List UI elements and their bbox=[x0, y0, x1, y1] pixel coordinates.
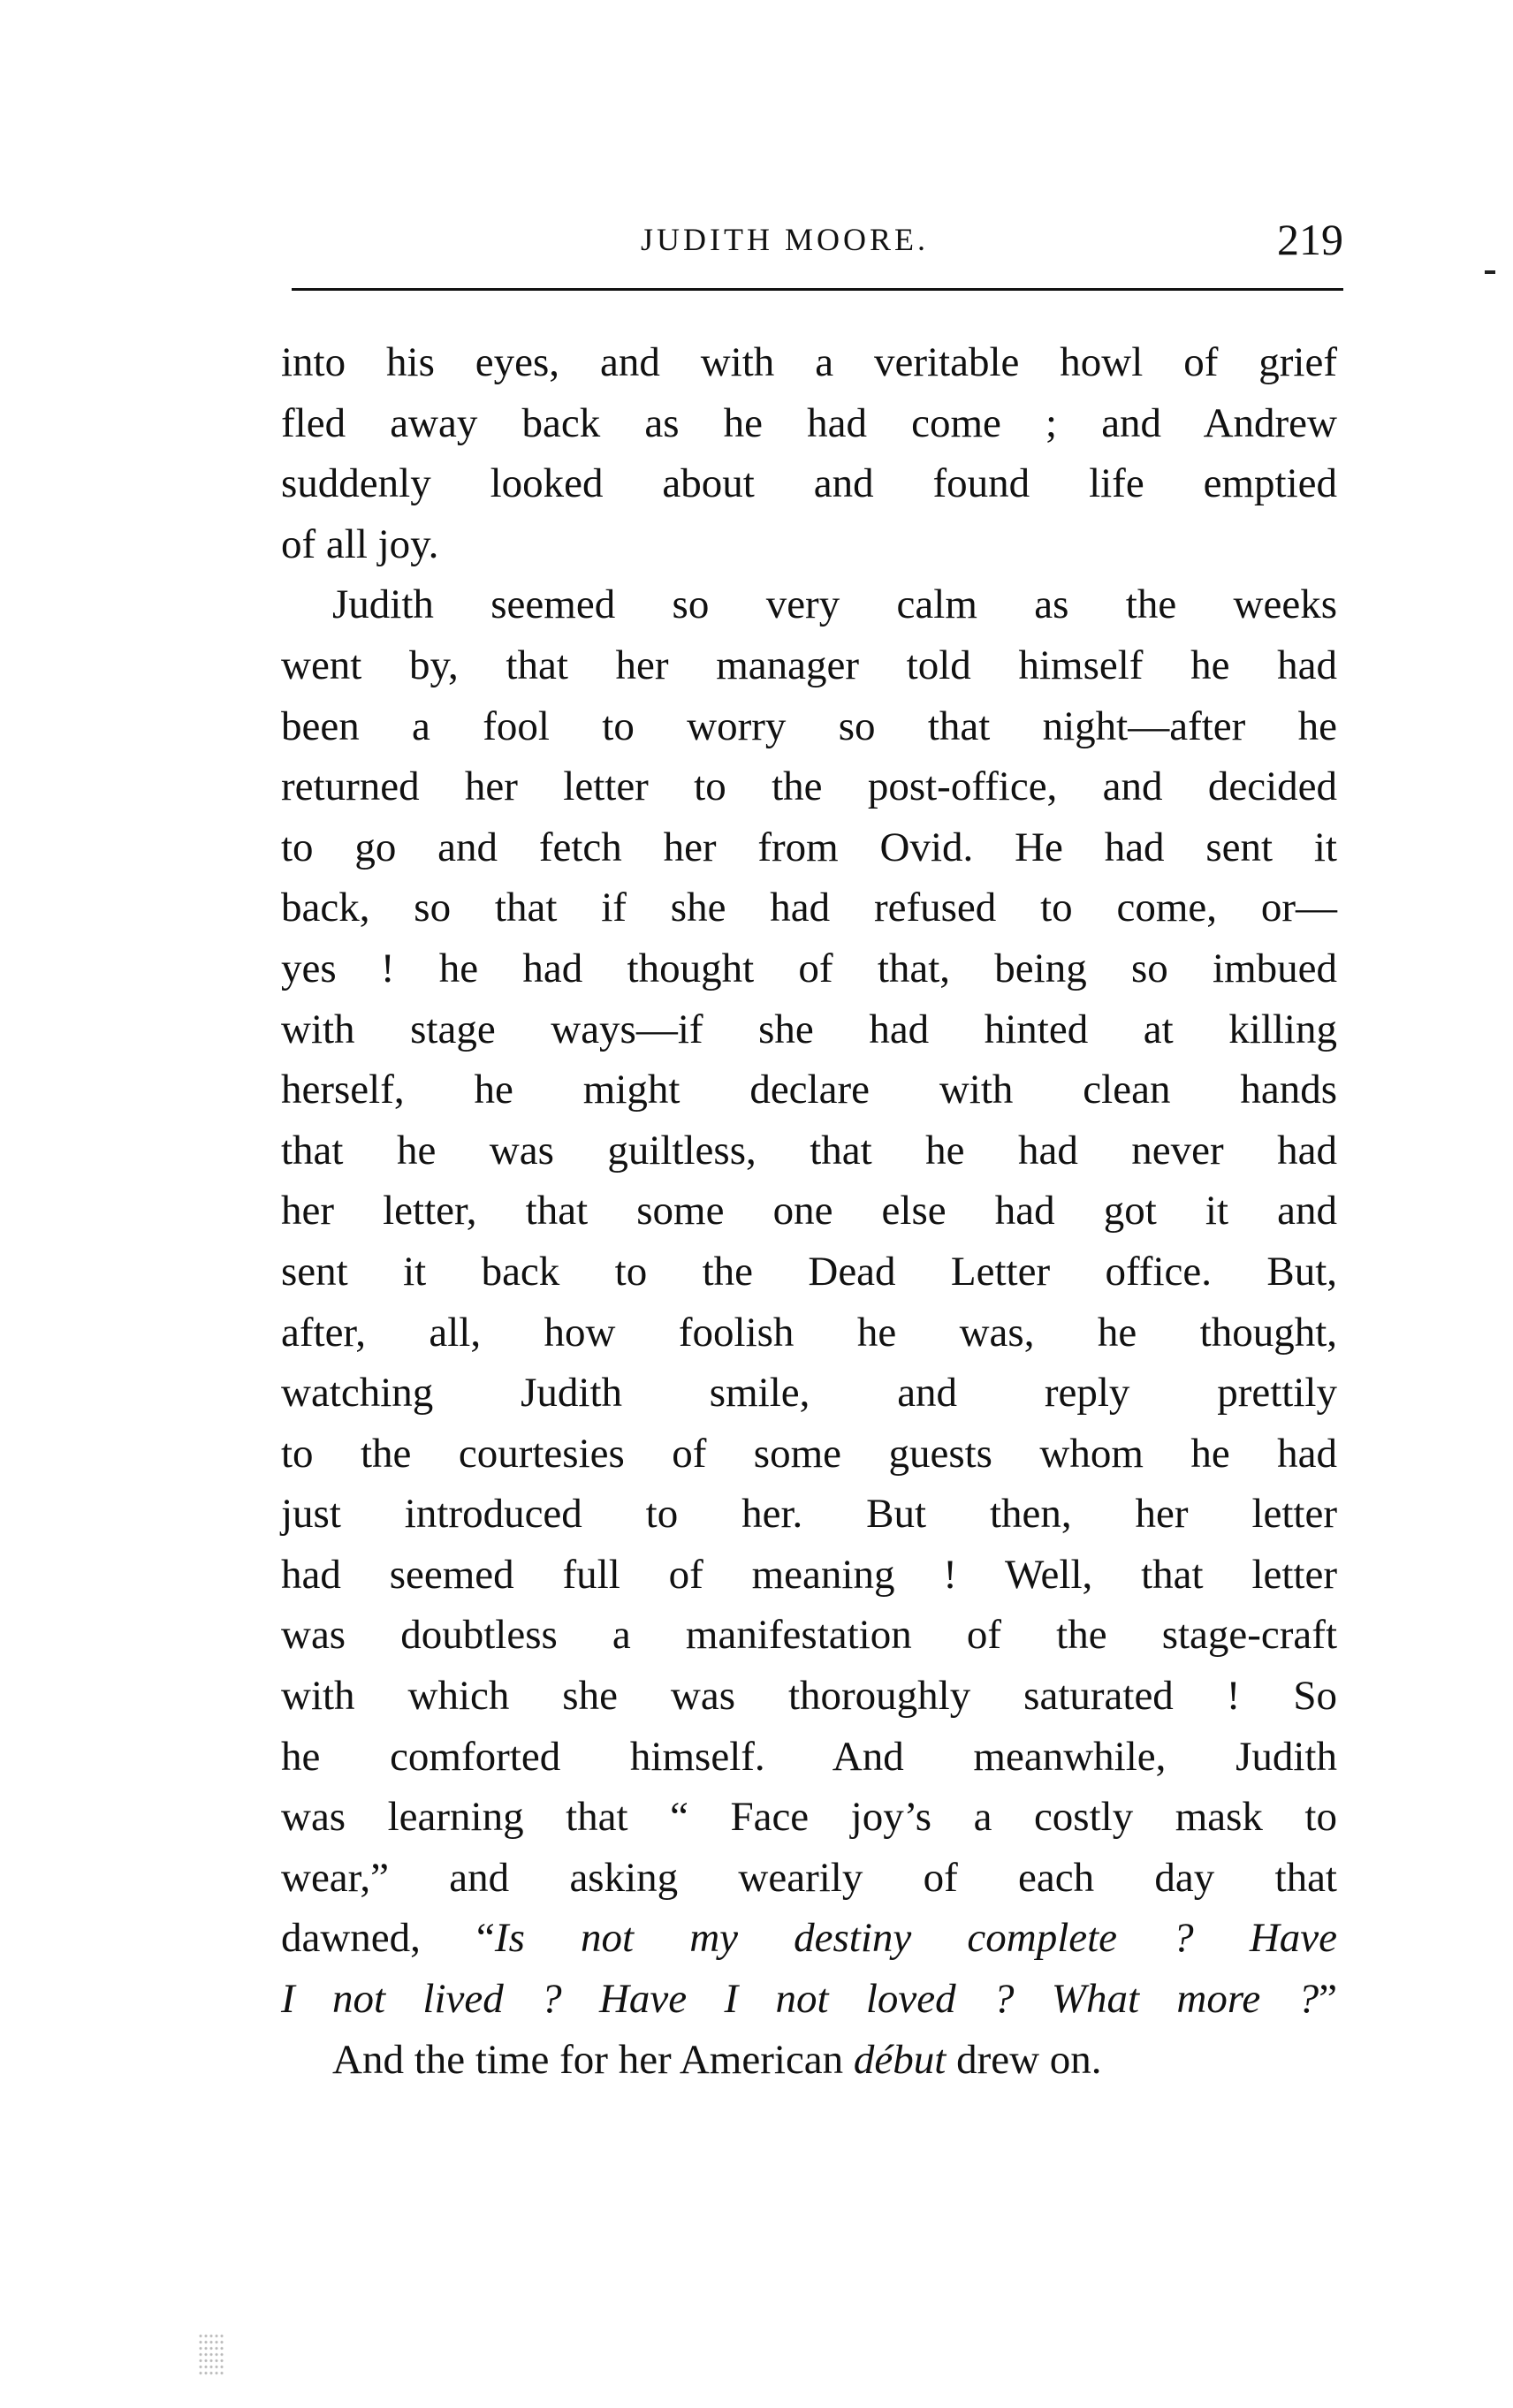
running-title: JUDITH MOORE. bbox=[641, 222, 929, 257]
text-line: with which she was thoroughly saturated ! So bbox=[281, 1673, 1337, 1720]
text-line: that he was guiltless, that he had never had bbox=[281, 1127, 1337, 1174]
text-line: yes ! he had thought of that, being so imbued bbox=[281, 945, 1337, 991]
text-line: suddenly looked about and found life emptied bbox=[281, 460, 1337, 507]
text-roman: ” bbox=[1319, 1976, 1337, 2023]
text-line: herself, he might declare with clean hands bbox=[281, 1067, 1337, 1113]
text-line: wear,” and asking wearily of each day that bbox=[281, 1854, 1337, 1901]
text-line: Judith seemed so very calm as the weeks bbox=[332, 581, 1337, 628]
text-line: fled away back as he had come ; and Andrew bbox=[281, 399, 1337, 446]
text-line: just introduced to her. But then, her letter bbox=[281, 1491, 1337, 1538]
text-line: back, so that if she had refused to come, or— bbox=[281, 885, 1337, 931]
text-line: was learning that “ Face joy’s a costly mask to bbox=[281, 1794, 1337, 1841]
text-line: had seemed full of meaning ! Well, that letter bbox=[281, 1551, 1337, 1598]
text-line: with stage ways—if she had hinted at killing bbox=[281, 1006, 1337, 1052]
body-text bbox=[281, 332, 1337, 2090]
text-line bbox=[281, 1969, 1337, 2030]
text-line: to go and fetch her from Ovid. He had sent it bbox=[281, 824, 1337, 870]
text-line: into his eyes, and with a veritable howl of grief bbox=[281, 339, 1337, 385]
text-line: of all joy. bbox=[281, 520, 439, 567]
text-line: watching Judith smile, and reply prettily bbox=[281, 1370, 1337, 1417]
text-line bbox=[281, 2030, 1337, 2091]
text-line: to the courtesies of some guests whom he had bbox=[281, 1430, 1337, 1477]
page-header bbox=[292, 215, 1343, 283]
page-number: 219 bbox=[1277, 215, 1343, 264]
text-line: been a fool to worry so that night—after he bbox=[281, 703, 1337, 749]
text-roman: drew on. bbox=[946, 2036, 1102, 2083]
text-line: went by, that her manager told himself he had bbox=[281, 642, 1337, 688]
text-line: he comforted himself. And meanwhile, Judith bbox=[281, 1733, 1337, 1780]
text-line: her letter, that some one else had got it and bbox=[281, 1188, 1337, 1234]
text-italic: I not lived ? Have I not loved ? What more ? bbox=[281, 1976, 1319, 2023]
text-line: returned her letter to the post-office, and decided bbox=[281, 763, 1337, 810]
text-roman: And the time for her American bbox=[332, 2036, 854, 2083]
print-speck bbox=[198, 2333, 224, 2377]
header-rule bbox=[292, 288, 1343, 291]
edge-mark bbox=[1485, 270, 1495, 274]
text-line: was doubtless a manifestation of the stage-craft bbox=[281, 1612, 1337, 1659]
text-line: sent it back to the Dead Letter office. But, bbox=[281, 1248, 1337, 1295]
text-line: after, all, how foolish he was, he thought, bbox=[281, 1309, 1337, 1356]
text-roman: dawned, “ bbox=[281, 1915, 495, 1962]
text-italic: Is not my destiny complete ? Have bbox=[494, 1915, 1337, 1962]
text-italic: début bbox=[853, 2036, 947, 2083]
text-line bbox=[281, 1908, 1337, 1969]
